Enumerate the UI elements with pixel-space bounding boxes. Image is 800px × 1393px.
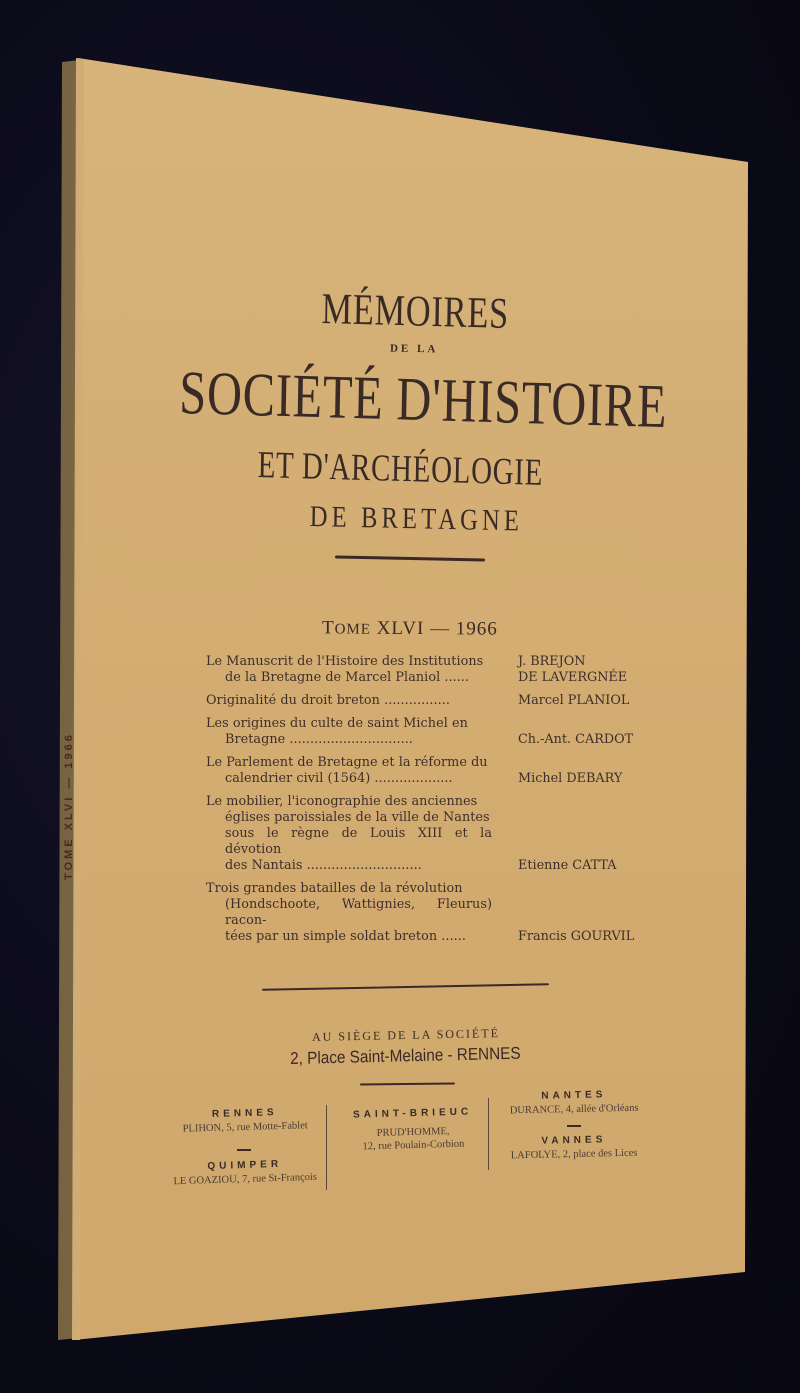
bookseller-vannes bbox=[494, 1133, 654, 1161]
column-divider bbox=[326, 1105, 327, 1190]
toc-entry bbox=[206, 693, 636, 709]
toc-title-line: sous le règne de Louis XIII et la dévotion bbox=[225, 826, 492, 857]
title-archeologie: ET D'ARCHÉOLOGIE bbox=[257, 443, 544, 494]
bookseller-address: DURANCE, 4, allée d'Orléans bbox=[509, 1102, 639, 1117]
volume-label bbox=[322, 617, 498, 640]
toc-title-line: Trois grandes batailles de la révolution bbox=[206, 881, 463, 896]
bookseller-city: RENNES bbox=[211, 1107, 278, 1120]
bookseller-city: VANNES bbox=[541, 1134, 607, 1147]
spine-label: TOME XLVI — 1966 bbox=[63, 732, 75, 880]
toc-title-line: Le Parlement de Bretagne et la réforme du bbox=[206, 755, 488, 770]
bookseller-nantes bbox=[494, 1088, 654, 1116]
toc-entry bbox=[206, 755, 636, 787]
bookseller-separator bbox=[567, 1125, 581, 1127]
toc-author: Francis GOURVIL bbox=[518, 929, 635, 944]
volume-prefix: T bbox=[321, 617, 335, 639]
title-de-la: DE LA bbox=[389, 342, 439, 356]
bookseller-city: NANTES bbox=[541, 1089, 607, 1102]
toc-title-line: Bretagne .............................. bbox=[225, 732, 413, 747]
bookseller-address: PLIHON, 5, rue Motte-Fablet bbox=[182, 1120, 308, 1135]
toc-title-line: (Hondschoote, Wattignies, Fleurus) racon- bbox=[225, 897, 492, 928]
bookseller-rennes bbox=[170, 1106, 321, 1135]
toc-author: Marcel PLANIOL bbox=[518, 693, 630, 708]
toc-author: Etienne CATTA bbox=[518, 858, 617, 873]
column-divider bbox=[488, 1098, 489, 1170]
bookseller-address: LE GOAZIOU, 7, rue St-François bbox=[173, 1171, 318, 1188]
bookseller-address: PRUD'HOMME, bbox=[376, 1126, 450, 1139]
title-bretagne: DE BRETAGNE bbox=[309, 500, 524, 538]
bookseller-address: LAFOLYE, 2, place des Lices bbox=[510, 1147, 638, 1162]
bookseller-saint-brieuc bbox=[337, 1106, 488, 1153]
title-memoires: MÉMOIRES bbox=[321, 283, 510, 339]
bookseller-separator bbox=[237, 1149, 251, 1151]
table-of-contents bbox=[206, 654, 636, 952]
toc-author: Ch.-Ant. CARDOT bbox=[518, 732, 634, 747]
publisher-address: 2, Place Saint-Melaine - RENNES bbox=[290, 1043, 521, 1068]
toc-entry bbox=[206, 654, 636, 686]
toc-title-line: Originalité du droit breton ................ bbox=[206, 693, 450, 708]
toc-entry bbox=[206, 881, 636, 945]
toc-title-line: Le mobilier, l'iconographie des anciennes bbox=[206, 794, 478, 809]
volume-smallcaps: OME bbox=[334, 621, 372, 638]
toc-author: DE LAVERGNÉE bbox=[518, 670, 628, 685]
bookseller-address: 12, rue Poulain-Corbion bbox=[362, 1138, 465, 1153]
toc-entry bbox=[206, 716, 636, 748]
toc-title-line: des Nantais ............................ bbox=[225, 858, 422, 873]
bookseller-quimper bbox=[160, 1157, 331, 1187]
toc-title-line: Le Manuscrit de l'Histoire des Institutions bbox=[206, 654, 484, 669]
toc-author: Michel DEBARY bbox=[518, 771, 623, 786]
toc-author: J. BREJON bbox=[518, 654, 586, 669]
title-societe-histoire: SOCIÉTÉ D'HISTOIRE bbox=[178, 358, 668, 442]
volume-number-year: XLVI — 1966 bbox=[370, 617, 498, 640]
toc-title-line: calendrier civil (1564) ................... bbox=[225, 771, 453, 786]
toc-title-line: de la Bretagne de Marcel Planiol ...... bbox=[225, 670, 470, 685]
bookseller-city: SAINT-BRIEUC bbox=[352, 1106, 473, 1121]
toc-title-line: églises paroissiales de la ville de Nantes bbox=[225, 810, 490, 825]
toc-title-line: tées par un simple soldat breton ...... bbox=[225, 929, 466, 944]
publisher-heading: AU SIÈGE DE LA SOCIÉTÉ bbox=[311, 1026, 501, 1044]
toc-entry bbox=[206, 794, 636, 874]
toc-title-line: Les origines du culte de saint Michel en bbox=[206, 716, 468, 731]
bookseller-city: QUIMPER bbox=[207, 1158, 283, 1173]
